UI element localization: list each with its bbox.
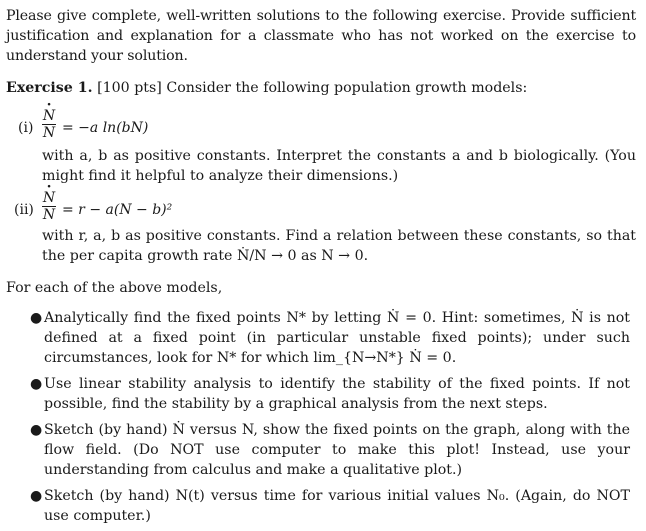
list-item-text: Sketch (by hand) N(t) versus time for various initial values N₀. (Again, do NOT use computer.) [44, 488, 630, 524]
exercise-points: [100 pts] [97, 80, 162, 96]
model-i-numerator: · N [42, 109, 56, 123]
list-item-text: Use linear stability analysis to identify the stability of the fixed points. If not possible, find the stability by a graphical analysis from the next steps. [44, 376, 630, 412]
model-i-label: (i) [18, 120, 34, 136]
list-item [30, 308, 630, 368]
model-ii-description: with r, a, b as positive constants. Find a relation between these constants, so that the per capita growth rate Ṅ/N → 0 as N → 0. [42, 228, 636, 264]
model-i-fraction [42, 109, 56, 140]
exercise-statement [6, 78, 636, 98]
model-ii-equation-rhs: = r − a(N − b)² [62, 202, 173, 218]
model-ii-label: (ii) [14, 202, 34, 218]
exercise-heading: Exercise 1. [6, 80, 93, 96]
model-i-description: with a, b as positive constants. Interpret the constants a and b biologically. (You might find it helpful to analyze their dimensions.) [42, 148, 636, 184]
model-ii-fraction [42, 191, 56, 222]
list-item-text: Sketch (by hand) Ṅ versus N, show the fixed points on the graph, along with the flow field. (Do NOT use computer to make this plot! Instead, use your understanding from calculus and make a qualitative plot.) [44, 422, 630, 478]
bullet-icon: ● [30, 376, 43, 392]
intro-paragraph: Please give complete, well-written solutions to the following exercise. Provide sufficient justification and explanation for a classmate who has not worked on the exercise to understand your solution. [6, 8, 636, 64]
list-item [30, 486, 630, 526]
model-i-denominator: N [42, 125, 56, 141]
model-ii-numerator: · N [42, 191, 56, 205]
list-item [30, 374, 630, 414]
model-ii-denominator: N [42, 207, 56, 223]
bullet-icon: ● [30, 488, 43, 504]
for-each-line: For each of the above models, [6, 280, 223, 296]
list-item-text: Analytically find the fixed points N* by letting Ṅ = 0. Hint: sometimes, Ṅ is not defined at a fixed point (in particular unstable fixed points); under such circumstances, look for N* for which lim_{N→N*} Ṅ = 0. [44, 310, 630, 366]
model-i-equation-rhs: = −a ln(bN) [62, 120, 149, 136]
exercise-prompt: Consider the following population growth models: [166, 80, 528, 96]
list-item [30, 420, 630, 480]
bullet-icon: ● [30, 310, 43, 326]
bullet-icon: ● [30, 422, 43, 438]
